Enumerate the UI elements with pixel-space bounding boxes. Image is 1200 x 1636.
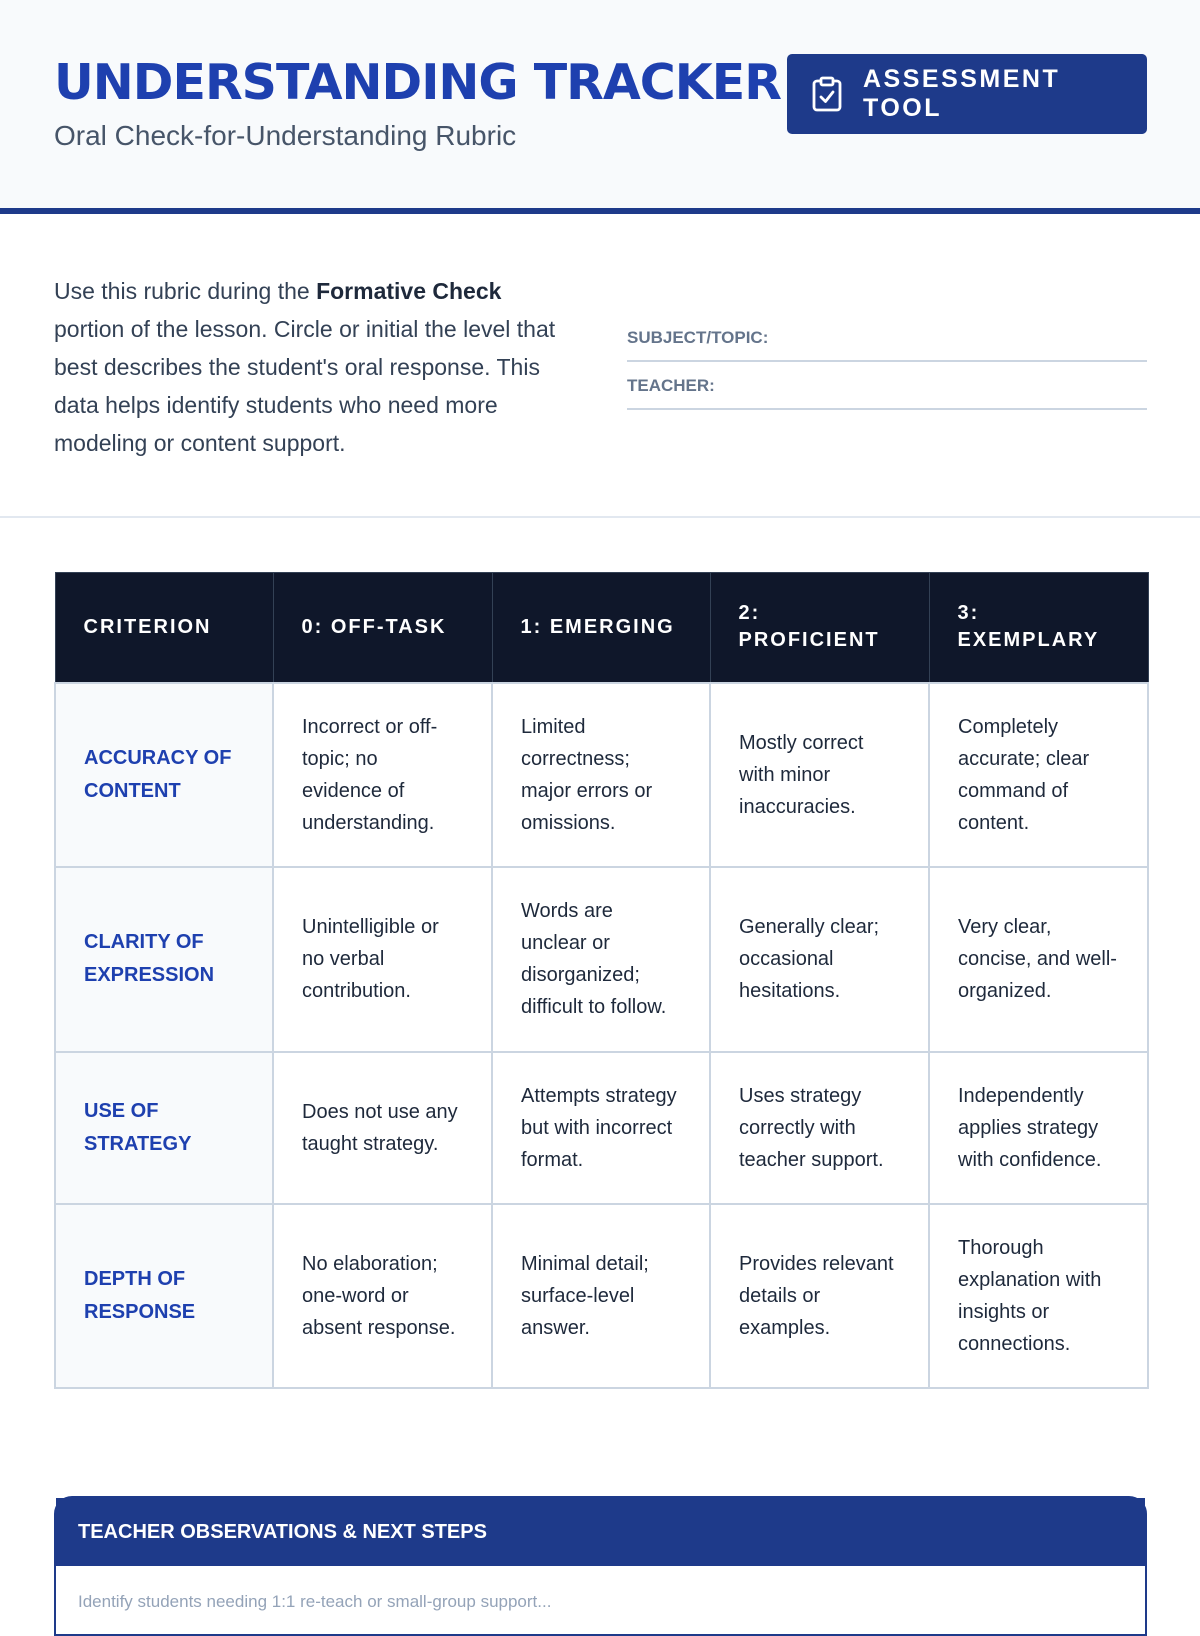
teacher-label: TEACHER: [627, 376, 715, 395]
header-level-2: 2: PROFICIENT [710, 573, 929, 683]
criterion-cell: USE OF STRATEGY [55, 1052, 273, 1204]
page-title: UNDERSTANDING TRACKER [54, 54, 781, 111]
intro-text-bold: Formative Check [316, 278, 502, 304]
table-row [55, 1204, 1148, 1388]
clipboard-check-icon [811, 76, 843, 112]
intro-text-end: portion of the lesson. Circle or initial the level that best describes the student's oral response. This data helps identify students who need more modeling or content support. [54, 316, 556, 456]
assessment-tool-badge [787, 54, 1147, 134]
page-subtitle: Oral Check-for-Understanding Rubric [54, 120, 517, 151]
level-cell[interactable]: Provides relevant details or examples. [710, 1204, 929, 1388]
level-cell[interactable]: Completely accurate; clear command of content. [929, 683, 1148, 867]
badge-label: ASSESSMENT TOOL [863, 65, 1061, 122]
level-cell[interactable]: Mostly correct with minor inaccuracies. [710, 683, 929, 867]
intro-text-start: Use this rubric during the [54, 278, 317, 304]
table-row [55, 1052, 1148, 1204]
subject-topic-label: SUBJECT/TOPIC: [627, 328, 769, 347]
level-cell[interactable]: Very clear, concise, and well-organized. [929, 867, 1148, 1052]
observations-panel [54, 1496, 1147, 1636]
teacher-field[interactable] [627, 362, 1147, 410]
level-cell[interactable]: Minimal detail; surface-level answer. [492, 1204, 710, 1388]
level-cell[interactable]: Independently applies strategy with confidence. [929, 1052, 1148, 1204]
observations-input[interactable]: Identify students needing 1:1 re-teach or small-group support... [78, 1592, 552, 1611]
table-row [55, 867, 1148, 1052]
level-cell[interactable]: Unintelligible or no verbal contribution. [273, 867, 492, 1052]
level-cell[interactable]: Thorough explanation with insights or connections. [929, 1204, 1148, 1388]
criterion-cell: DEPTH OF RESPONSE [55, 1204, 273, 1388]
level-cell[interactable]: Words are unclear or disorganized; difficult to follow. [492, 867, 710, 1052]
criterion-cell: ACCURACY OF CONTENT [55, 683, 273, 867]
header-level-1: 1: EMERGING [492, 573, 710, 683]
criterion-cell: CLARITY OF EXPRESSION [55, 867, 273, 1052]
section-divider [0, 516, 1200, 518]
level-cell[interactable]: Does not use any taught strategy. [273, 1052, 492, 1204]
level-cell[interactable]: No elaboration; one-word or absent response. [273, 1204, 492, 1388]
level-cell[interactable]: Generally clear; occasional hesitations. [710, 867, 929, 1052]
rubric-table [54, 572, 1149, 1389]
table-row [55, 683, 1148, 867]
level-cell[interactable]: Limited correctness; major errors or omissions. [492, 683, 710, 867]
header-criterion: CRITERION [55, 573, 273, 683]
header-level-3: 3: EXEMPLARY [929, 573, 1148, 683]
rubric-header-row [55, 573, 1148, 683]
observations-title: TEACHER OBSERVATIONS & NEXT STEPS [56, 1498, 1145, 1566]
level-cell[interactable]: Attempts strategy but with incorrect format. [492, 1052, 710, 1204]
level-cell[interactable]: Incorrect or off-topic; no evidence of understanding. [273, 683, 492, 867]
page-header [0, 0, 1200, 214]
intro-paragraph [54, 272, 574, 462]
subject-topic-field[interactable] [627, 314, 1147, 362]
level-cell[interactable]: Uses strategy correctly with teacher support. [710, 1052, 929, 1204]
header-level-0: 0: OFF-TASK [273, 573, 492, 683]
